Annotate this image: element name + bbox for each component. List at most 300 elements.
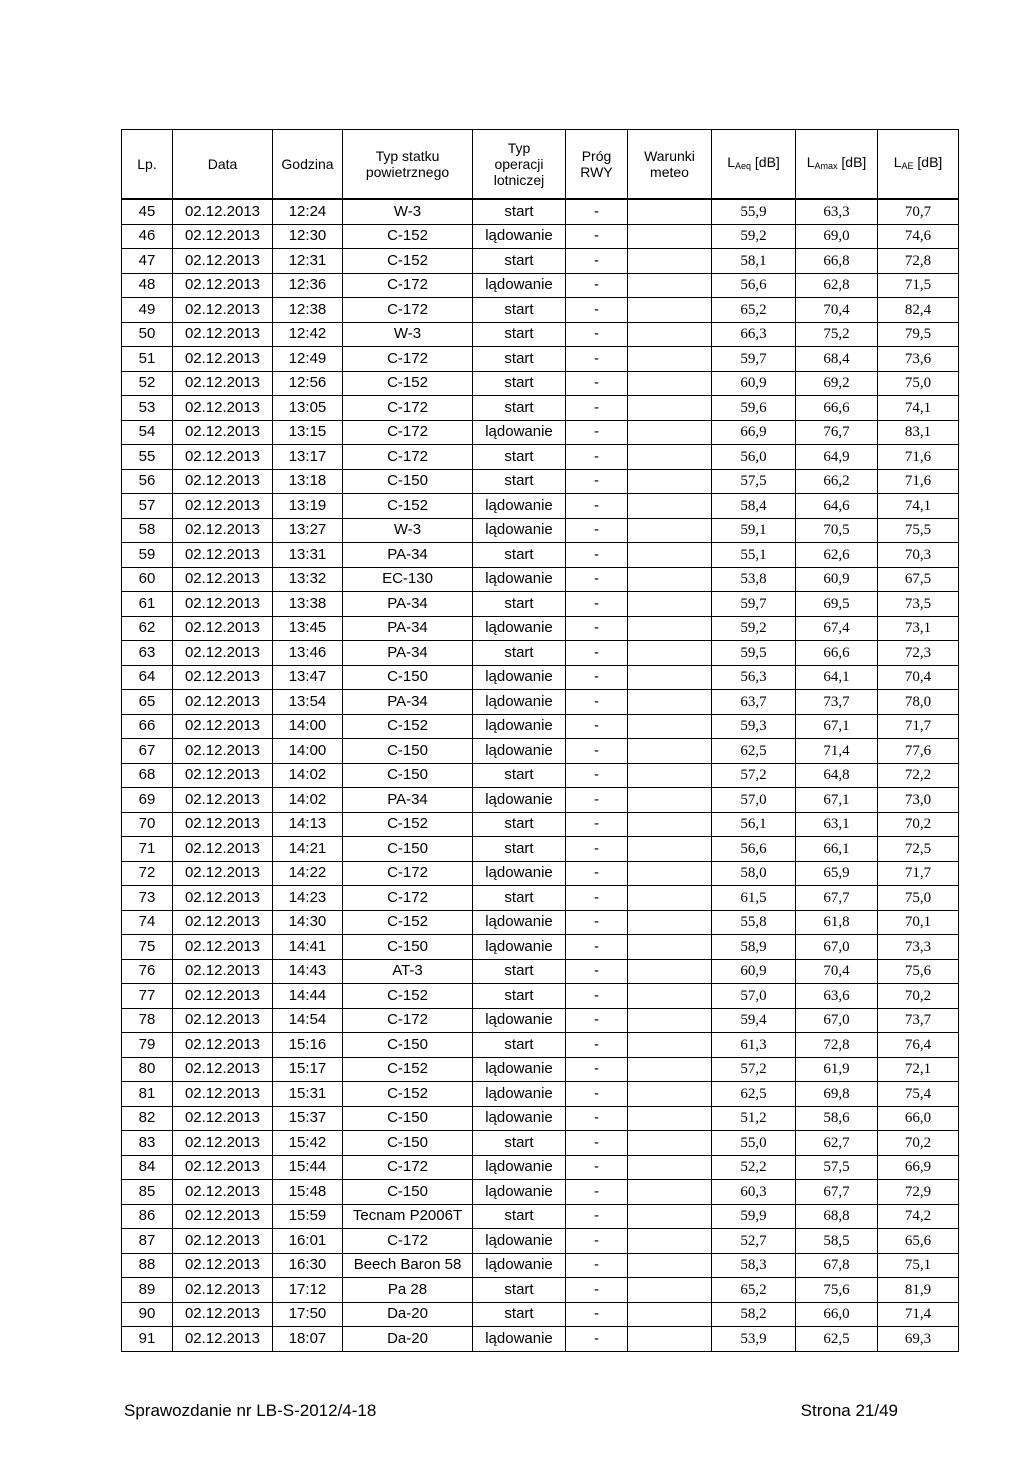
- cell-typ-statku: C-150: [343, 665, 473, 690]
- cell-laeq: 57,5: [712, 469, 796, 494]
- cell-typ-statku: C-150: [343, 1106, 473, 1131]
- cell-laeq: 55,9: [712, 199, 796, 224]
- header-typ-operacji: [473, 130, 566, 200]
- cell-lae: 70,7: [878, 199, 959, 224]
- cell-lamax: 69,2: [796, 371, 878, 396]
- cell-laeq: 56,3: [712, 665, 796, 690]
- cell-godzina: 12:31: [273, 249, 343, 274]
- cell-data: 02.12.2013: [173, 1008, 273, 1033]
- cell-lae: 66,9: [878, 1155, 959, 1180]
- cell-godzina: 12:42: [273, 322, 343, 347]
- table-row: [122, 665, 959, 690]
- cell-typ-statku: C-152: [343, 812, 473, 837]
- cell-laeq: 60,3: [712, 1180, 796, 1205]
- table-row: [122, 837, 959, 862]
- table-row: [122, 1278, 959, 1303]
- cell-warunki-meteo: [628, 616, 712, 641]
- cell-warunki-meteo: [628, 298, 712, 323]
- measurement-table: [121, 129, 959, 1352]
- cell-typ-operacji: start: [473, 469, 566, 494]
- cell-godzina: 13:19: [273, 494, 343, 519]
- header-prog-line-1: Próg: [581, 148, 612, 164]
- cell-data: 02.12.2013: [173, 518, 273, 543]
- cell-prog-rwy: -: [566, 469, 628, 494]
- header-lp: Lp.: [122, 130, 173, 200]
- table-row: [122, 543, 959, 568]
- cell-data: 02.12.2013: [173, 1253, 273, 1278]
- cell-lae: 73,0: [878, 788, 959, 813]
- cell-warunki-meteo: [628, 1082, 712, 1107]
- cell-warunki-meteo: [628, 518, 712, 543]
- cell-godzina: 13:18: [273, 469, 343, 494]
- table-row: [122, 788, 959, 813]
- cell-typ-operacji: start: [473, 543, 566, 568]
- cell-laeq: 58,1: [712, 249, 796, 274]
- cell-prog-rwy: -: [566, 861, 628, 886]
- cell-warunki-meteo: [628, 1008, 712, 1033]
- cell-lae: 79,5: [878, 322, 959, 347]
- cell-typ-statku: C-172: [343, 445, 473, 470]
- cell-typ-operacji: start: [473, 763, 566, 788]
- cell-typ-operacji: start: [473, 1302, 566, 1327]
- table-row: [122, 886, 959, 911]
- cell-lae: 72,3: [878, 641, 959, 666]
- cell-typ-operacji: lądowanie: [473, 788, 566, 813]
- cell-data: 02.12.2013: [173, 347, 273, 372]
- cell-data: 02.12.2013: [173, 1204, 273, 1229]
- cell-prog-rwy: -: [566, 690, 628, 715]
- cell-laeq: 59,2: [712, 616, 796, 641]
- cell-lp: 88: [122, 1253, 173, 1278]
- header-typ-statku: [343, 130, 473, 200]
- cell-lamax: 63,1: [796, 812, 878, 837]
- cell-lamax: 69,5: [796, 592, 878, 617]
- cell-prog-rwy: -: [566, 910, 628, 935]
- cell-lae: 75,4: [878, 1082, 959, 1107]
- cell-warunki-meteo: [628, 763, 712, 788]
- cell-lp: 53: [122, 396, 173, 421]
- table-row: [122, 910, 959, 935]
- cell-lamax: 70,4: [796, 959, 878, 984]
- cell-godzina: 13:46: [273, 641, 343, 666]
- table-row: [122, 445, 959, 470]
- cell-lp: 54: [122, 420, 173, 445]
- cell-laeq: 58,0: [712, 861, 796, 886]
- cell-warunki-meteo: [628, 1131, 712, 1156]
- cell-typ-statku: C-172: [343, 886, 473, 911]
- cell-laeq: 59,2: [712, 224, 796, 249]
- cell-lae: 71,5: [878, 273, 959, 298]
- cell-typ-statku: AT-3: [343, 959, 473, 984]
- cell-laeq: 59,4: [712, 1008, 796, 1033]
- cell-typ-operacji: lądowanie: [473, 224, 566, 249]
- cell-prog-rwy: -: [566, 984, 628, 1009]
- cell-lamax: 66,8: [796, 249, 878, 274]
- cell-laeq: 55,8: [712, 910, 796, 935]
- cell-data: 02.12.2013: [173, 763, 273, 788]
- cell-typ-operacji: start: [473, 812, 566, 837]
- cell-typ-statku: PA-34: [343, 641, 473, 666]
- cell-prog-rwy: -: [566, 199, 628, 224]
- cell-data: 02.12.2013: [173, 494, 273, 519]
- cell-laeq: 52,2: [712, 1155, 796, 1180]
- cell-godzina: 13:17: [273, 445, 343, 470]
- cell-typ-statku: C-172: [343, 273, 473, 298]
- table-row: [122, 469, 959, 494]
- header-typ-operacji-line-3: lotniczej: [493, 172, 545, 188]
- cell-warunki-meteo: [628, 665, 712, 690]
- cell-prog-rwy: -: [566, 1057, 628, 1082]
- cell-lp: 57: [122, 494, 173, 519]
- cell-data: 02.12.2013: [173, 861, 273, 886]
- cell-warunki-meteo: [628, 469, 712, 494]
- cell-warunki-meteo: [628, 322, 712, 347]
- cell-lp: 77: [122, 984, 173, 1009]
- cell-godzina: 12:36: [273, 273, 343, 298]
- cell-lamax: 60,9: [796, 567, 878, 592]
- cell-lae: 71,6: [878, 469, 959, 494]
- cell-lamax: 67,1: [796, 788, 878, 813]
- cell-lae: 76,4: [878, 1033, 959, 1058]
- cell-data: 02.12.2013: [173, 396, 273, 421]
- cell-godzina: 13:47: [273, 665, 343, 690]
- cell-lp: 56: [122, 469, 173, 494]
- cell-data: 02.12.2013: [173, 543, 273, 568]
- cell-lae: 67,5: [878, 567, 959, 592]
- cell-data: 02.12.2013: [173, 935, 273, 960]
- table-row: [122, 1155, 959, 1180]
- cell-laeq: 63,7: [712, 690, 796, 715]
- cell-godzina: 14:21: [273, 837, 343, 862]
- cell-prog-rwy: -: [566, 935, 628, 960]
- cell-typ-operacji: start: [473, 959, 566, 984]
- cell-lp: 70: [122, 812, 173, 837]
- cell-lp: 85: [122, 1180, 173, 1205]
- footer-report-number: Sprawozdanie nr LB-S-2012/4-18: [124, 1401, 377, 1420]
- cell-data: 02.12.2013: [173, 1229, 273, 1254]
- header-prog-line-2: RWY: [580, 164, 613, 180]
- cell-typ-statku: W-3: [343, 518, 473, 543]
- cell-typ-statku: C-152: [343, 494, 473, 519]
- cell-laeq: 59,9: [712, 1204, 796, 1229]
- cell-prog-rwy: -: [566, 788, 628, 813]
- cell-godzina: 15:59: [273, 1204, 343, 1229]
- cell-warunki-meteo: [628, 543, 712, 568]
- table-row: [122, 371, 959, 396]
- cell-prog-rwy: -: [566, 298, 628, 323]
- cell-lamax: 65,9: [796, 861, 878, 886]
- cell-godzina: 14:30: [273, 910, 343, 935]
- cell-prog-rwy: -: [566, 494, 628, 519]
- cell-warunki-meteo: [628, 886, 712, 911]
- cell-lae: 70,4: [878, 665, 959, 690]
- cell-data: 02.12.2013: [173, 1155, 273, 1180]
- cell-typ-statku: C-152: [343, 714, 473, 739]
- cell-laeq: 56,0: [712, 445, 796, 470]
- table-row: [122, 1131, 959, 1156]
- cell-typ-statku: C-150: [343, 763, 473, 788]
- cell-warunki-meteo: [628, 959, 712, 984]
- cell-typ-statku: PA-34: [343, 616, 473, 641]
- cell-lamax: 75,6: [796, 1278, 878, 1303]
- cell-lamax: 70,5: [796, 518, 878, 543]
- cell-lp: 87: [122, 1229, 173, 1254]
- cell-prog-rwy: -: [566, 739, 628, 764]
- cell-data: 02.12.2013: [173, 665, 273, 690]
- cell-godzina: 15:17: [273, 1057, 343, 1082]
- cell-lae: 73,5: [878, 592, 959, 617]
- cell-warunki-meteo: [628, 935, 712, 960]
- table-row: [122, 763, 959, 788]
- cell-laeq: 58,4: [712, 494, 796, 519]
- cell-typ-operacji: start: [473, 1278, 566, 1303]
- cell-typ-statku: C-150: [343, 739, 473, 764]
- header-warunki: [628, 130, 712, 200]
- table-row: [122, 1082, 959, 1107]
- cell-prog-rwy: -: [566, 616, 628, 641]
- cell-lamax: 66,6: [796, 396, 878, 421]
- cell-lamax: 69,0: [796, 224, 878, 249]
- cell-prog-rwy: -: [566, 1327, 628, 1352]
- table-row: [122, 1008, 959, 1033]
- table-row: [122, 199, 959, 224]
- cell-prog-rwy: -: [566, 543, 628, 568]
- cell-typ-statku: EC-130: [343, 567, 473, 592]
- cell-typ-operacji: lądowanie: [473, 690, 566, 715]
- header-laeq-unit: [dB]: [754, 153, 780, 170]
- cell-typ-operacji: start: [473, 592, 566, 617]
- cell-lamax: 75,2: [796, 322, 878, 347]
- cell-warunki-meteo: [628, 249, 712, 274]
- cell-data: 02.12.2013: [173, 739, 273, 764]
- cell-lp: 89: [122, 1278, 173, 1303]
- cell-prog-rwy: -: [566, 420, 628, 445]
- cell-lamax: 69,8: [796, 1082, 878, 1107]
- cell-godzina: 12:38: [273, 298, 343, 323]
- table-row: [122, 935, 959, 960]
- cell-typ-operacji: lądowanie: [473, 935, 566, 960]
- cell-lamax: 71,4: [796, 739, 878, 764]
- cell-data: 02.12.2013: [173, 1106, 273, 1131]
- header-typ-statku-line-2: powietrznego: [365, 164, 450, 180]
- cell-typ-statku: Da-20: [343, 1327, 473, 1352]
- cell-typ-statku: C-172: [343, 298, 473, 323]
- cell-typ-statku: C-152: [343, 984, 473, 1009]
- header-warunki-line-2: meteo: [650, 164, 689, 180]
- cell-data: 02.12.2013: [173, 273, 273, 298]
- cell-typ-statku: C-152: [343, 371, 473, 396]
- cell-godzina: 15:48: [273, 1180, 343, 1205]
- cell-lp: 84: [122, 1155, 173, 1180]
- cell-godzina: 16:01: [273, 1229, 343, 1254]
- cell-warunki-meteo: [628, 1327, 712, 1352]
- cell-laeq: 59,5: [712, 641, 796, 666]
- cell-typ-statku: W-3: [343, 199, 473, 224]
- cell-typ-statku: W-3: [343, 322, 473, 347]
- cell-data: 02.12.2013: [173, 1082, 273, 1107]
- cell-lae: 75,5: [878, 518, 959, 543]
- cell-warunki-meteo: [628, 1229, 712, 1254]
- cell-lp: 64: [122, 665, 173, 690]
- cell-prog-rwy: -: [566, 1106, 628, 1131]
- cell-warunki-meteo: [628, 1253, 712, 1278]
- cell-laeq: 65,2: [712, 298, 796, 323]
- cell-godzina: 12:56: [273, 371, 343, 396]
- cell-prog-rwy: -: [566, 347, 628, 372]
- table-row: [122, 273, 959, 298]
- table-row: [122, 347, 959, 372]
- cell-lp: 50: [122, 322, 173, 347]
- header-lae-sub: AE: [901, 160, 914, 171]
- cell-lae: 70,2: [878, 1131, 959, 1156]
- cell-lp: 76: [122, 959, 173, 984]
- cell-typ-operacji: lądowanie: [473, 616, 566, 641]
- table-row: [122, 567, 959, 592]
- cell-laeq: 62,5: [712, 739, 796, 764]
- cell-typ-operacji: start: [473, 371, 566, 396]
- cell-data: 02.12.2013: [173, 1033, 273, 1058]
- cell-godzina: 15:37: [273, 1106, 343, 1131]
- header-typ-operacji-line-1: Typ: [507, 140, 531, 156]
- cell-warunki-meteo: [628, 1302, 712, 1327]
- cell-data: 02.12.2013: [173, 910, 273, 935]
- cell-data: 02.12.2013: [173, 1302, 273, 1327]
- cell-godzina: 12:30: [273, 224, 343, 249]
- cell-typ-statku: C-172: [343, 396, 473, 421]
- cell-godzina: 18:07: [273, 1327, 343, 1352]
- table-row: [122, 739, 959, 764]
- cell-typ-operacji: lądowanie: [473, 714, 566, 739]
- cell-warunki-meteo: [628, 396, 712, 421]
- table-row: [122, 1033, 959, 1058]
- table-row: [122, 1229, 959, 1254]
- cell-lp: 58: [122, 518, 173, 543]
- table-row: [122, 984, 959, 1009]
- cell-prog-rwy: -: [566, 273, 628, 298]
- cell-prog-rwy: -: [566, 396, 628, 421]
- cell-warunki-meteo: [628, 224, 712, 249]
- cell-godzina: 14:13: [273, 812, 343, 837]
- cell-lp: 59: [122, 543, 173, 568]
- cell-data: 02.12.2013: [173, 322, 273, 347]
- cell-prog-rwy: -: [566, 1204, 628, 1229]
- cell-warunki-meteo: [628, 861, 712, 886]
- cell-laeq: 66,9: [712, 420, 796, 445]
- cell-lamax: 67,0: [796, 1008, 878, 1033]
- cell-data: 02.12.2013: [173, 224, 273, 249]
- header-lae: [878, 130, 959, 200]
- cell-lae: 72,1: [878, 1057, 959, 1082]
- cell-lamax: 61,8: [796, 910, 878, 935]
- cell-laeq: 61,5: [712, 886, 796, 911]
- cell-lamax: 67,4: [796, 616, 878, 641]
- cell-lp: 66: [122, 714, 173, 739]
- cell-typ-statku: C-152: [343, 1082, 473, 1107]
- header-lamax: [796, 130, 878, 200]
- cell-typ-statku: Pa 28: [343, 1278, 473, 1303]
- cell-warunki-meteo: [628, 273, 712, 298]
- cell-data: 02.12.2013: [173, 714, 273, 739]
- cell-warunki-meteo: [628, 1155, 712, 1180]
- cell-typ-operacji: lądowanie: [473, 1008, 566, 1033]
- cell-typ-operacji: lądowanie: [473, 1327, 566, 1352]
- cell-data: 02.12.2013: [173, 469, 273, 494]
- cell-lae: 70,2: [878, 984, 959, 1009]
- cell-lamax: 64,6: [796, 494, 878, 519]
- table-body: [122, 199, 959, 1351]
- cell-godzina: 13:15: [273, 420, 343, 445]
- cell-data: 02.12.2013: [173, 1327, 273, 1352]
- table-row: [122, 1302, 959, 1327]
- cell-lp: 72: [122, 861, 173, 886]
- cell-lamax: 57,5: [796, 1155, 878, 1180]
- cell-lae: 71,6: [878, 445, 959, 470]
- cell-laeq: 51,2: [712, 1106, 796, 1131]
- table-row: [122, 1204, 959, 1229]
- cell-lae: 66,0: [878, 1106, 959, 1131]
- table-row: [122, 690, 959, 715]
- cell-lamax: 70,4: [796, 298, 878, 323]
- cell-laeq: 55,1: [712, 543, 796, 568]
- table-row: [122, 1106, 959, 1131]
- footer-page-number: Strona 21/49: [800, 1401, 898, 1420]
- cell-typ-operacji: lądowanie: [473, 273, 566, 298]
- cell-data: 02.12.2013: [173, 812, 273, 837]
- cell-typ-statku: PA-34: [343, 788, 473, 813]
- cell-godzina: 14:00: [273, 739, 343, 764]
- cell-lp: 74: [122, 910, 173, 935]
- cell-data: 02.12.2013: [173, 616, 273, 641]
- cell-typ-operacji: start: [473, 445, 566, 470]
- table-row: [122, 494, 959, 519]
- cell-lp: 61: [122, 592, 173, 617]
- cell-godzina: 13:32: [273, 567, 343, 592]
- cell-typ-operacji: start: [473, 347, 566, 372]
- cell-warunki-meteo: [628, 445, 712, 470]
- cell-laeq: 57,2: [712, 763, 796, 788]
- cell-godzina: 17:50: [273, 1302, 343, 1327]
- cell-typ-statku: Beech Baron 58: [343, 1253, 473, 1278]
- cell-typ-operacji: start: [473, 641, 566, 666]
- cell-godzina: 14:44: [273, 984, 343, 1009]
- cell-warunki-meteo: [628, 714, 712, 739]
- header-typ-statku-line-1: Typ statku: [375, 148, 440, 164]
- cell-prog-rwy: -: [566, 567, 628, 592]
- cell-prog-rwy: -: [566, 1253, 628, 1278]
- cell-lae: 78,0: [878, 690, 959, 715]
- cell-lamax: 67,1: [796, 714, 878, 739]
- cell-laeq: 57,0: [712, 984, 796, 1009]
- header-godzina: Godzina: [273, 130, 343, 200]
- cell-data: 02.12.2013: [173, 1057, 273, 1082]
- cell-godzina: 13:45: [273, 616, 343, 641]
- cell-warunki-meteo: [628, 812, 712, 837]
- cell-warunki-meteo: [628, 371, 712, 396]
- cell-godzina: 13:31: [273, 543, 343, 568]
- cell-prog-rwy: -: [566, 1008, 628, 1033]
- cell-lamax: 67,0: [796, 935, 878, 960]
- cell-data: 02.12.2013: [173, 199, 273, 224]
- cell-lamax: 63,6: [796, 984, 878, 1009]
- cell-typ-statku: PA-34: [343, 690, 473, 715]
- cell-prog-rwy: -: [566, 837, 628, 862]
- cell-lae: 73,1: [878, 616, 959, 641]
- cell-typ-operacji: start: [473, 1204, 566, 1229]
- cell-lamax: 66,1: [796, 837, 878, 862]
- table-row: [122, 518, 959, 543]
- header-prog: [566, 130, 628, 200]
- cell-prog-rwy: -: [566, 518, 628, 543]
